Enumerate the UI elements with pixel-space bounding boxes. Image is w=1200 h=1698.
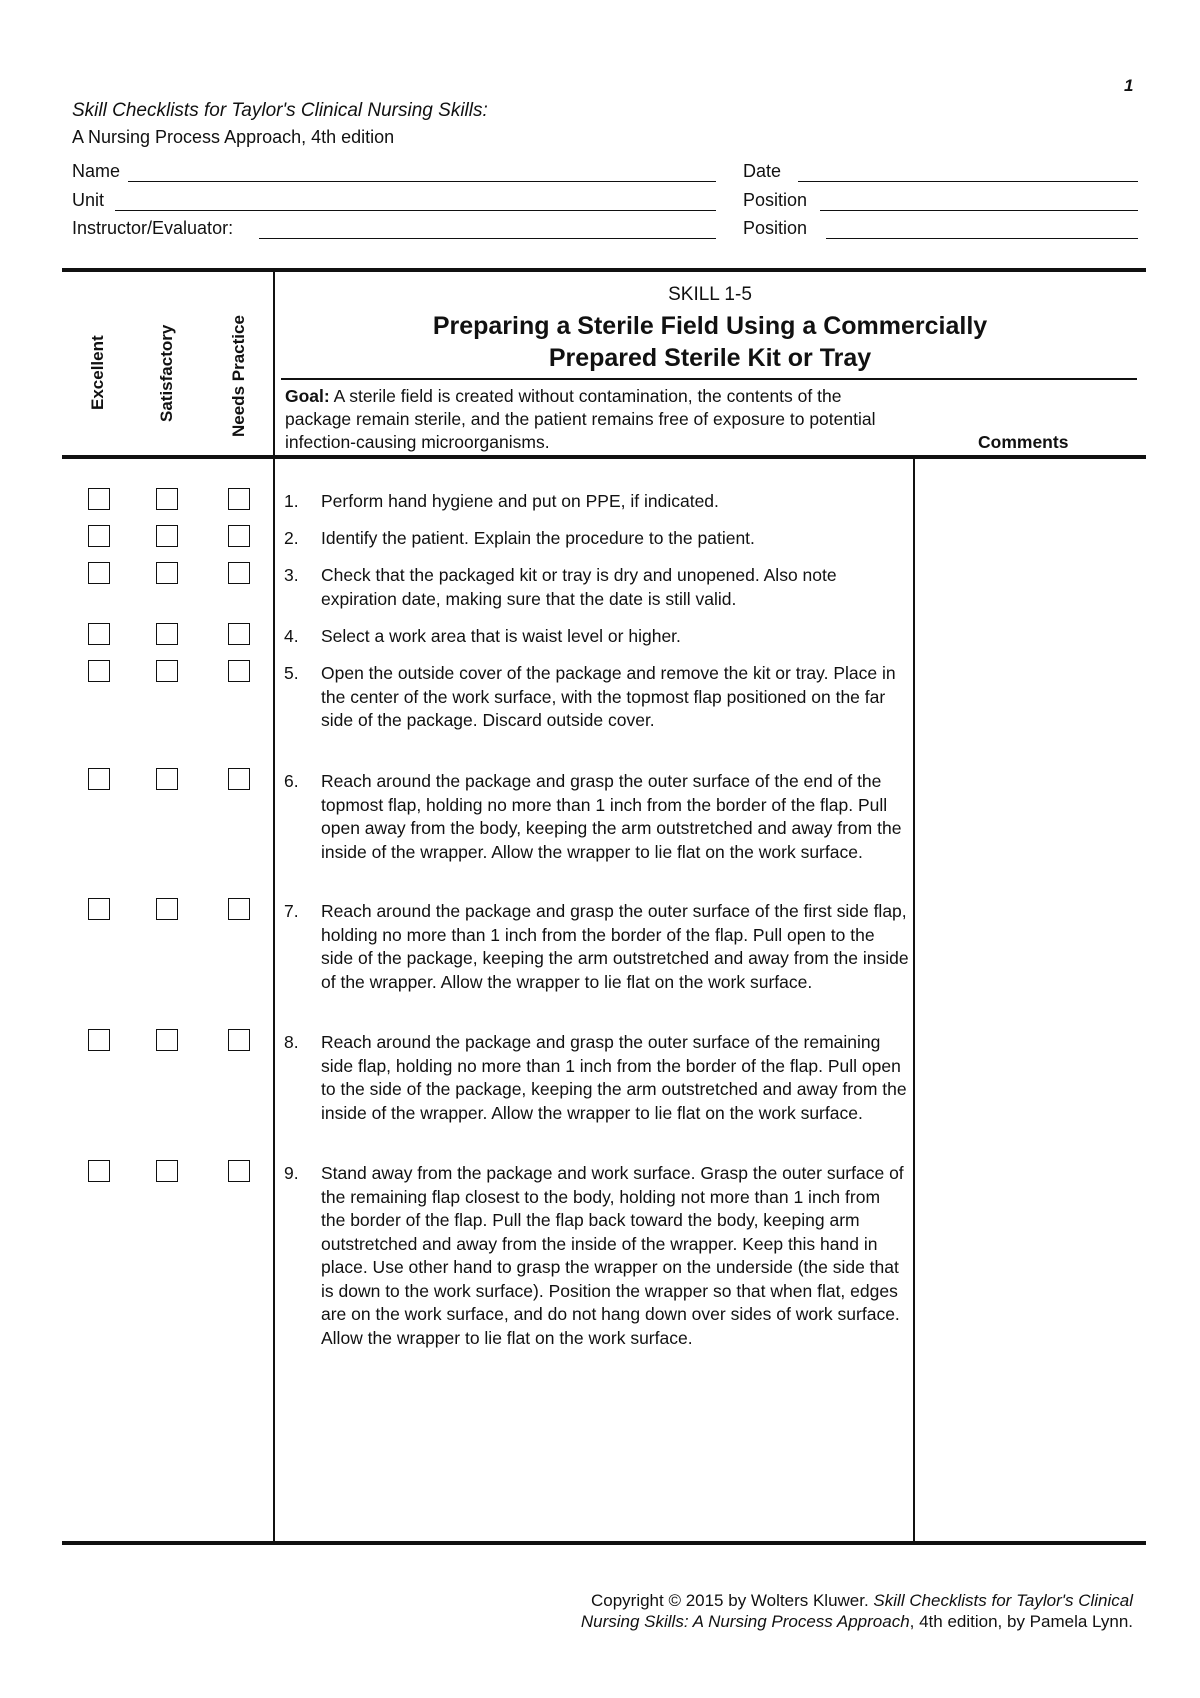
step-number: 1.: [284, 491, 299, 511]
book-title: Skill Checklists for Taylor's Clinical Nursing Skills:: [72, 100, 488, 121]
position-label-1: Position: [743, 190, 808, 210]
step-number: 9.: [284, 1163, 299, 1183]
step-text: Check that the packaged kit or tray is dry and unopened. Also note expiration date, making sure that the date is still valid.: [321, 565, 837, 609]
rating-header-satisfactory: Satisfactory: [157, 324, 176, 422]
excellent-checkbox[interactable]: [88, 768, 110, 790]
unit-label: Unit: [72, 190, 105, 210]
satisfactory-checkbox[interactable]: [156, 623, 178, 645]
needs-practice-checkbox[interactable]: [228, 525, 250, 547]
instructor-label: Instructor/Evaluator:: [72, 218, 234, 238]
goal-text: A sterile field is created without contamination, the contents of the package remain sterile, and the patient remains free of exposure to potential infection-causing microorganisms.: [285, 386, 876, 452]
excellent-checkbox[interactable]: [88, 525, 110, 547]
page-number: 1: [1124, 76, 1134, 95]
step-text: Perform hand hygiene and put on PPE, if indicated.: [321, 491, 719, 511]
satisfactory-checkbox[interactable]: [156, 660, 178, 682]
needs-practice-checkbox[interactable]: [228, 768, 250, 790]
step-number: 8.: [284, 1032, 299, 1052]
excellent-checkbox[interactable]: [88, 623, 110, 645]
step-text: Reach around the package and grasp the outer surface of the end of the topmost flap, holding no more than 1 inch from the border of the flap. Pull open away from the body, keeping the arm outstretched and away from the inside of the wrapper. Allow the wrapper to lie flat on the work surface.: [321, 771, 902, 862]
date-label: Date: [743, 161, 782, 181]
needs-practice-checkbox[interactable]: [228, 1160, 250, 1182]
title-rule: [281, 378, 1137, 380]
satisfactory-checkbox[interactable]: [156, 525, 178, 547]
excellent-checkbox[interactable]: [88, 488, 110, 510]
copyright-suffix: , 4th edition, by Pamela Lynn.: [909, 1612, 1133, 1631]
step-number: 3.: [284, 565, 299, 585]
step-text: Select a work area that is waist level or higher.: [321, 626, 681, 646]
satisfactory-checkbox[interactable]: [156, 1160, 178, 1182]
skill-number: SKILL 1-5: [668, 284, 752, 305]
date-field[interactable]: [798, 181, 1138, 182]
table-bottom-rule: [62, 1541, 1146, 1545]
satisfactory-checkbox[interactable]: [156, 488, 178, 510]
position-field-2[interactable]: [826, 238, 1138, 239]
position-label-2: Position: [743, 218, 808, 238]
rating-header-excellent: Excellent: [88, 335, 107, 410]
copyright-notice: [581, 1590, 1133, 1632]
step-number: 7.: [284, 901, 299, 921]
copyright-book-title-1: Skill Checklists for Taylor's Clinical: [873, 1591, 1133, 1610]
step-number: 5.: [284, 663, 299, 683]
needs-practice-checkbox[interactable]: [228, 660, 250, 682]
goal-statement: [285, 385, 905, 454]
goal-label: Goal:: [285, 386, 330, 406]
satisfactory-checkbox[interactable]: [156, 768, 178, 790]
position-field-1[interactable]: [820, 210, 1138, 211]
excellent-checkbox[interactable]: [88, 1160, 110, 1182]
table-header-rule: [62, 455, 1146, 459]
satisfactory-checkbox[interactable]: [156, 562, 178, 584]
step-text: Reach around the package and grasp the outer surface of the first side flap, holding no more than 1 inch from the border of the flap. Pull open to the side of the package, keeping the arm outstretched and away from the inside of the wrapper. Allow the wrapper to lie flat on the work surface.: [321, 901, 909, 992]
satisfactory-checkbox[interactable]: [156, 1029, 178, 1051]
excellent-checkbox[interactable]: [88, 562, 110, 584]
excellent-checkbox[interactable]: [88, 660, 110, 682]
name-field[interactable]: [128, 181, 716, 182]
excellent-checkbox[interactable]: [88, 898, 110, 920]
comments-column-divider: [913, 457, 915, 1543]
copyright-book-title-2: Nursing Skills: A Nursing Process Approach: [580, 1612, 910, 1631]
unit-field[interactable]: [115, 210, 716, 211]
table-top-rule: [62, 268, 1146, 272]
rating-column-divider: [273, 270, 275, 1543]
instructor-field[interactable]: [259, 238, 716, 239]
step-text: Reach around the package and grasp the outer surface of the remaining side flap, holding no more than 1 inch from the border of the flap. Pull open to the side of the package, keeping the arm outstretched and away from the inside of the wrapper. Allow the wrapper to lie flat on the work surface.: [321, 1032, 907, 1123]
needs-practice-checkbox[interactable]: [228, 1029, 250, 1051]
needs-practice-checkbox[interactable]: [228, 898, 250, 920]
step-text: Identify the patient. Explain the procedure to the patient.: [321, 528, 755, 548]
book-subtitle: A Nursing Process Approach, 4th edition: [72, 127, 395, 147]
comments-header: Comments: [978, 432, 1069, 452]
satisfactory-checkbox[interactable]: [156, 898, 178, 920]
step-number: 2.: [284, 528, 299, 548]
needs-practice-checkbox[interactable]: [228, 623, 250, 645]
needs-practice-checkbox[interactable]: [228, 562, 250, 584]
step-text: Open the outside cover of the package and remove the kit or tray. Place in the center of the work surface, with the topmost flap positioned on the far side of the package. Discard outside cover.: [321, 663, 896, 730]
needs-practice-checkbox[interactable]: [228, 488, 250, 510]
rating-header-needs-practice: Needs Practice: [229, 315, 248, 437]
step-number: 4.: [284, 626, 299, 646]
excellent-checkbox[interactable]: [88, 1029, 110, 1051]
step-text: Stand away from the package and work surface. Grasp the outer surface of the remaining flap closest to the body, holding not more than 1 inch from the border of the flap. Pull the flap back toward the body, keeping arm outstretched and away from the inside of the wrapper. Keep this hand in place. Use other hand to grasp the wrapper on the underside (the side that is down to the work surface). Position the wrapper so that when flat, edges are on the work surface, and do not hang down over sides of work surface. Allow the wrapper to lie flat on the work surface.: [321, 1163, 904, 1348]
copyright-prefix: Copyright © 2015 by Wolters Kluwer.: [590, 1591, 874, 1610]
step-number: 6.: [284, 771, 299, 791]
skill-title: Preparing a Sterile Field Using a Commercially Prepared Sterile Kit or Tray: [432, 312, 988, 372]
name-label: Name: [72, 161, 121, 181]
